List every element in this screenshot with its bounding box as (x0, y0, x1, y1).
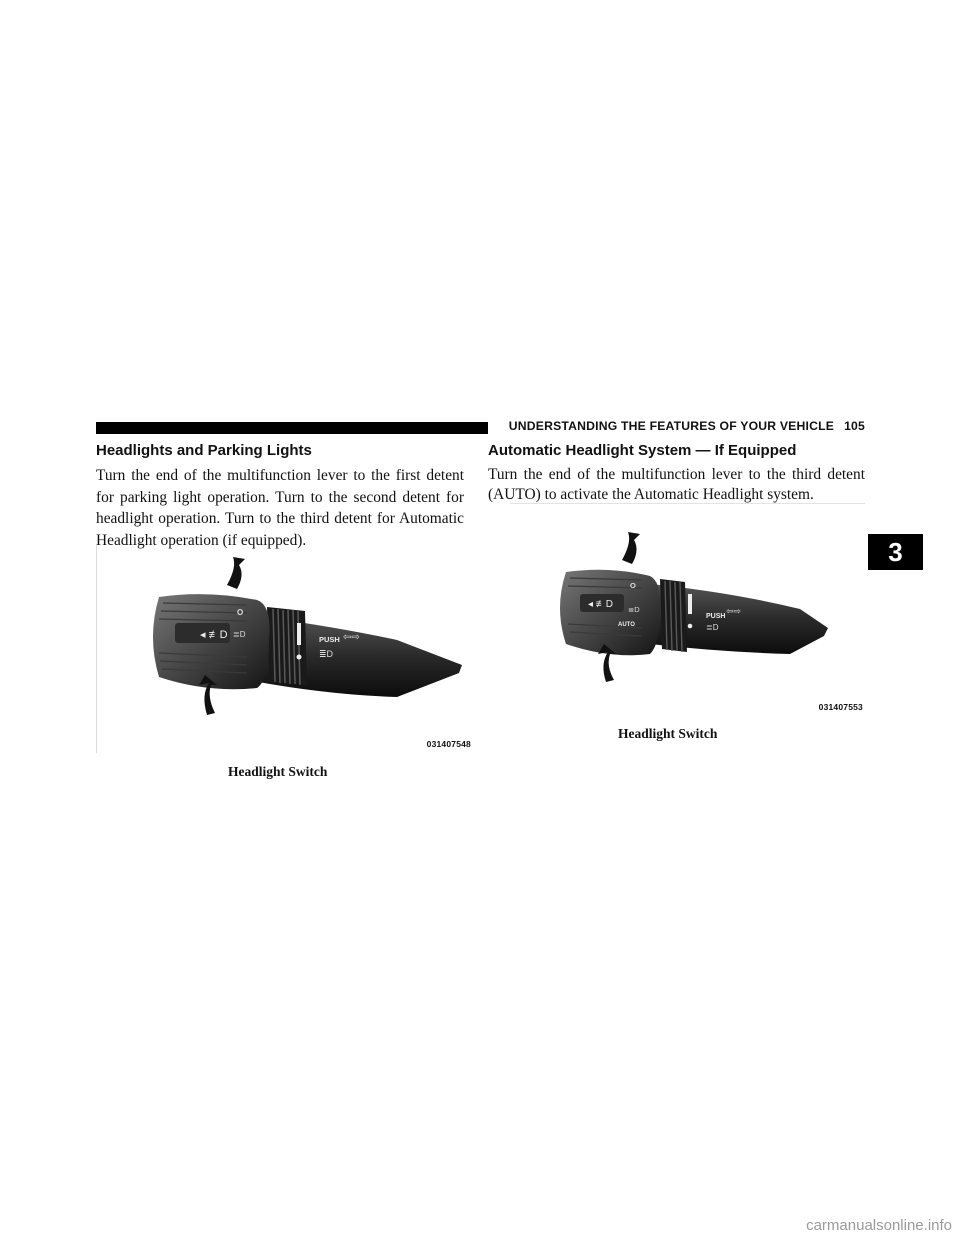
svg-text:⇦⇨: ⇦⇨ (726, 606, 742, 616)
watermark: carmanualsonline.info (806, 1217, 952, 1234)
svg-text:≣D: ≣D (706, 623, 719, 632)
svg-text:◂ ≢D: ◂ ≢D (588, 599, 614, 610)
svg-text:≣D: ≣D (319, 649, 334, 659)
chapter-tab: 3 (868, 534, 923, 570)
left-caption: Headlight Switch (228, 764, 328, 779)
right-body-text: Turn the end of the multifunction lever to the third detent (AUTO) to activate the Automatic Headlight system. (488, 466, 865, 503)
svg-text:PUSH: PUSH (319, 635, 340, 644)
svg-text:◂ ≢D: ◂ ≢D (200, 629, 228, 641)
section-title: UNDERSTANDING THE FEATURES OF YOUR VEHICLE (508, 419, 835, 433)
headlight-switch-illustration (97, 545, 473, 753)
svg-text:AUTO: AUTO (618, 622, 635, 628)
svg-text:O: O (237, 608, 244, 617)
left-figure (96, 545, 473, 753)
right-column (488, 441, 865, 505)
header-rule (96, 422, 488, 434)
svg-text:⇦⇨: ⇦⇨ (343, 632, 360, 643)
svg-text:PUSH: PUSH (706, 613, 726, 620)
running-header (500, 419, 865, 433)
left-body-text: Turn the end of the multifunction lever to the first detent for parking light operation. Turn to the second detent for headlight operation. Turn to the third detent for Automatic Headlight operation (if equipped). (96, 467, 464, 549)
svg-text:≣D: ≣D (628, 605, 640, 614)
right-figure (510, 503, 865, 714)
left-column (96, 441, 464, 551)
headlight-switch-auto-illustration (510, 504, 865, 714)
right-heading: Automatic Headlight System — If Equipped (488, 442, 797, 459)
svg-text:O: O (630, 581, 636, 590)
figure-code: 031407548 (426, 739, 471, 749)
svg-text:≣D: ≣D (233, 630, 246, 639)
page-number: 105 (844, 419, 865, 433)
figure-code: 031407553 (818, 702, 863, 712)
left-heading: Headlights and Parking Lights (96, 442, 312, 459)
right-caption: Headlight Switch (618, 726, 718, 741)
